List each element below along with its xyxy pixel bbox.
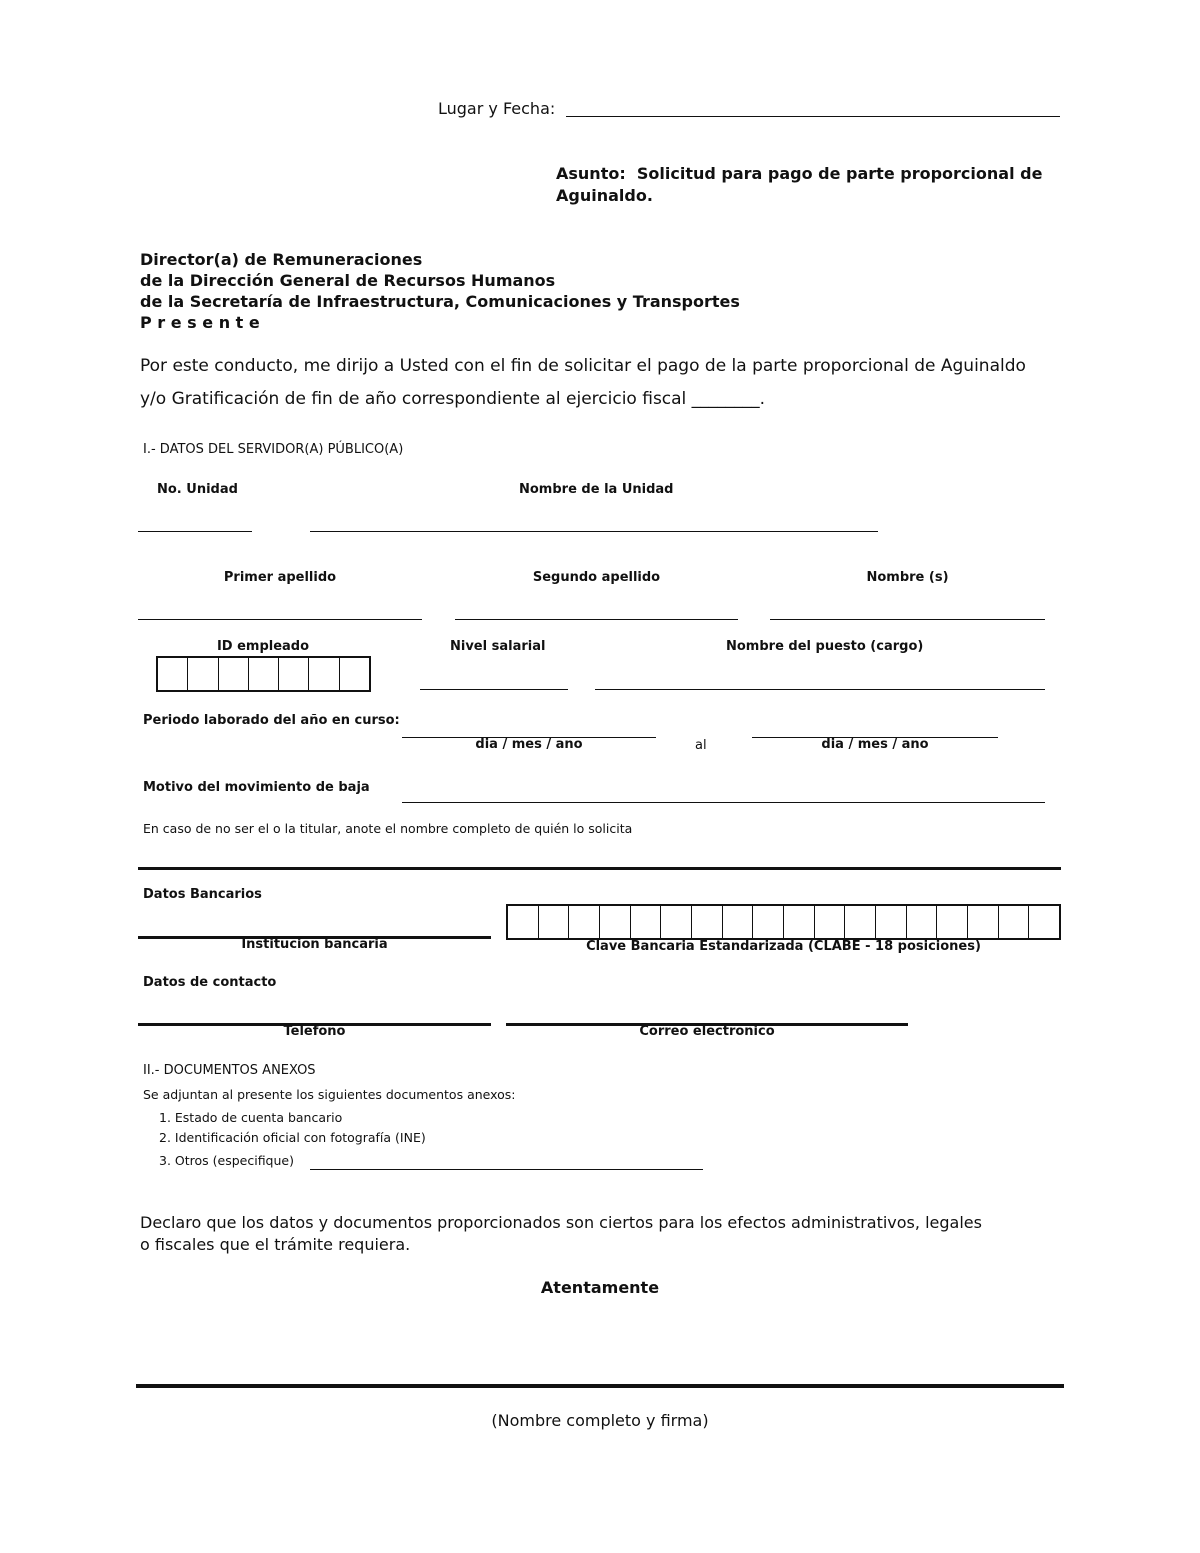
asunto-line-1 [556,164,1042,183]
nombre-unidad-label: Nombre de la Unidad [519,482,674,497]
anexos-intro: Se adjuntan al presente los siguientes documentos anexos: [143,1087,516,1102]
primer-apellido-field[interactable] [138,619,422,620]
addressee-line-2: de la Dirección General de Recursos Humanos [140,271,556,290]
institucion-label: Institucion bancaria [241,937,388,952]
segundo-apellido-label: Segundo apellido [532,570,661,585]
intro-line-2: y/o Gratificación de fin de año correspondiente al ejercicio fiscal ________. [140,389,766,409]
clabe-label: Clave Bancaria Estandarizada (CLABE - 18 posiciones) [586,939,981,954]
id-empleado-label: ID empleado [216,639,310,654]
signature-label: (Nombre completo y firma) [491,1411,709,1430]
nombre-unidad-field[interactable] [310,531,878,532]
addressee-line-4: P r e s e n t e [140,313,260,332]
asunto-text: Solicitud para pago de parte proporcional de [636,164,1043,183]
asunto-line-2: Aguinaldo. [556,186,653,205]
datos-bancarios-label: Datos Bancarios [143,887,262,902]
motivo-field[interactable] [402,802,1045,803]
segundo-apellido-field[interactable] [455,619,738,620]
atentamente: Atentamente [540,1278,660,1297]
declaration-line-2: o fiscales que el trámite requiera. [140,1235,411,1254]
section-1-title: I.- DATOS DEL SERVIDOR(A) PÚBLICO(A) [143,442,404,457]
nombres-field[interactable] [770,619,1045,620]
declaration-line-1: Declaro que los datos y documentos proporcionados son ciertos para los efectos administrativos, legales [140,1213,982,1232]
datos-contacto-label: Datos de contacto [143,975,277,990]
solicitante-field[interactable] [138,867,1061,870]
asunto-label: Asunto: [556,164,626,183]
nombre-puesto-label: Nombre del puesto (cargo) [726,639,924,654]
motivo-label: Motivo del movimiento de baja [143,780,370,795]
anexo-item-1: 1. Estado de cuenta bancario [159,1110,343,1125]
fecha-inicio-format: dia / mes / ano [475,737,583,752]
al-label: al [695,738,707,753]
periodo-label: Periodo laborado del año en curso: [143,713,400,728]
otros-field[interactable] [310,1169,703,1170]
id-empleado-boxes[interactable] [156,656,371,692]
no-unidad-field[interactable] [138,531,252,532]
intro-line-1: Por este conducto, me dirijo a Usted con el fin de solicitar el pago de la parte proporcional de Aguinaldo [140,356,1026,376]
clabe-boxes[interactable] [506,904,1061,940]
nivel-salarial-field[interactable] [420,689,568,690]
nombres-label: Nombre (s) [866,570,949,585]
lugar-fecha-field[interactable] [566,116,1060,117]
section-2-title: II.- DOCUMENTOS ANEXOS [143,1063,316,1078]
anexo-item-3: 3. Otros (especifique) [159,1153,294,1168]
lugar-fecha-label: Lugar y Fecha: [438,99,556,118]
fecha-fin-format: dia / mes / ano [821,737,929,752]
addressee-line-3: de la Secretaría de Infraestructura, Comunicaciones y Transportes [140,292,740,311]
signature-line[interactable] [136,1384,1064,1388]
primer-apellido-label: Primer apellido [223,570,337,585]
correo-label: Correo electronico [639,1024,775,1039]
titular-note: En caso de no ser el o la titular, anote el nombre completo de quién lo solicita [143,821,633,836]
addressee-line-1: Director(a) de Remuneraciones [140,250,423,269]
nivel-salarial-label: Nivel salarial [450,639,546,654]
no-unidad-label: No. Unidad [157,482,238,497]
telefono-label: Telefono [283,1024,346,1039]
anexo-item-2: 2. Identificación oficial con fotografía (INE) [159,1130,426,1145]
nombre-puesto-field[interactable] [595,689,1045,690]
